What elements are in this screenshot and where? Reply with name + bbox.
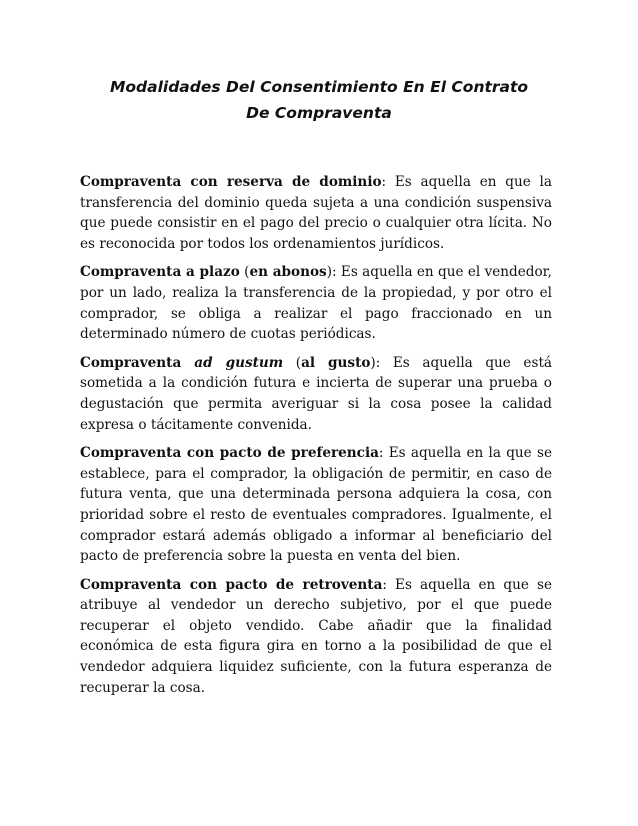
term-al-gusto: al gusto bbox=[301, 354, 371, 371]
paragraph-reserva-de-dominio bbox=[80, 172, 552, 254]
term-pacto-de-retroventa: Compraventa con pacto de retroventa bbox=[80, 576, 383, 593]
definition-pacto-de-preferencia: : Es aquella en la que se establece, para el comprador, la obligación de permitir, en caso de futura venta, que una determinada persona adquiera la cosa, con prioridad sobre el resto de eventuales compradores. Igualmente, el comprador estará además obligado a informar al beneficiario del pacto de preferencia sobre la puesta en venta del bien. bbox=[80, 445, 552, 565]
definition-a-plazo: ): Es aquella en que el vendedor, por un lado, realiza la transferencia de la propiedad, y por otro el comprador, se obliga a realizar el pago fraccionado en un determinado número de cuotas periódicas. bbox=[80, 264, 553, 343]
document-body bbox=[80, 172, 552, 706]
paragraph-pacto-de-retroventa bbox=[80, 575, 552, 699]
paragraph-pacto-de-preferencia bbox=[80, 443, 552, 567]
title-line-2: De Compraventa bbox=[246, 104, 392, 122]
paren-open: ( bbox=[239, 264, 250, 281]
term-compraventa: Compraventa bbox=[80, 354, 195, 371]
term-pacto-de-preferencia: Compraventa con pacto de preferencia bbox=[80, 445, 379, 462]
document-title bbox=[80, 74, 558, 126]
term-en-abonos: en abonos bbox=[249, 264, 327, 281]
title-line-1: Modalidades Del Consentimiento En El Contrato bbox=[109, 78, 529, 96]
term-reserva-de-dominio: Compraventa con reserva de dominio bbox=[80, 174, 382, 190]
definition-ad-gustum: ): Es aquella que está sometida a la condición futura e incierta de superar una prueba o degustación que permita averiguar si la cosa posee la calidad expresa o tácitamente convenida. bbox=[80, 354, 553, 433]
term-a-plazo: Compraventa a plazo bbox=[80, 264, 240, 281]
definition-reserva-de-dominio: : Es aquella en que la transferencia del dominio queda sujeta a una condición suspensiva que puede consistir en el pago del precio o cualquier otra lícita. No es reconocida por todos los ordenamientos jurídicos. bbox=[80, 174, 552, 252]
term-ad-gustum: ad gustum bbox=[194, 354, 284, 371]
paragraph-ad-gustum bbox=[80, 353, 552, 435]
paren-open: ( bbox=[283, 354, 302, 371]
definition-pacto-de-retroventa: : Es aquella en que se atribuye al vendedor un derecho subjetivo, por el que puede recuperar el objeto vendido. Cabe añadir que la finalidad económica de esta figura gira en torno a la posibilidad de que el vendedor adquiera liquidez suficiente, con la futura esperanza de recuperar la cosa. bbox=[80, 576, 552, 696]
paragraph-a-plazo bbox=[80, 262, 552, 344]
